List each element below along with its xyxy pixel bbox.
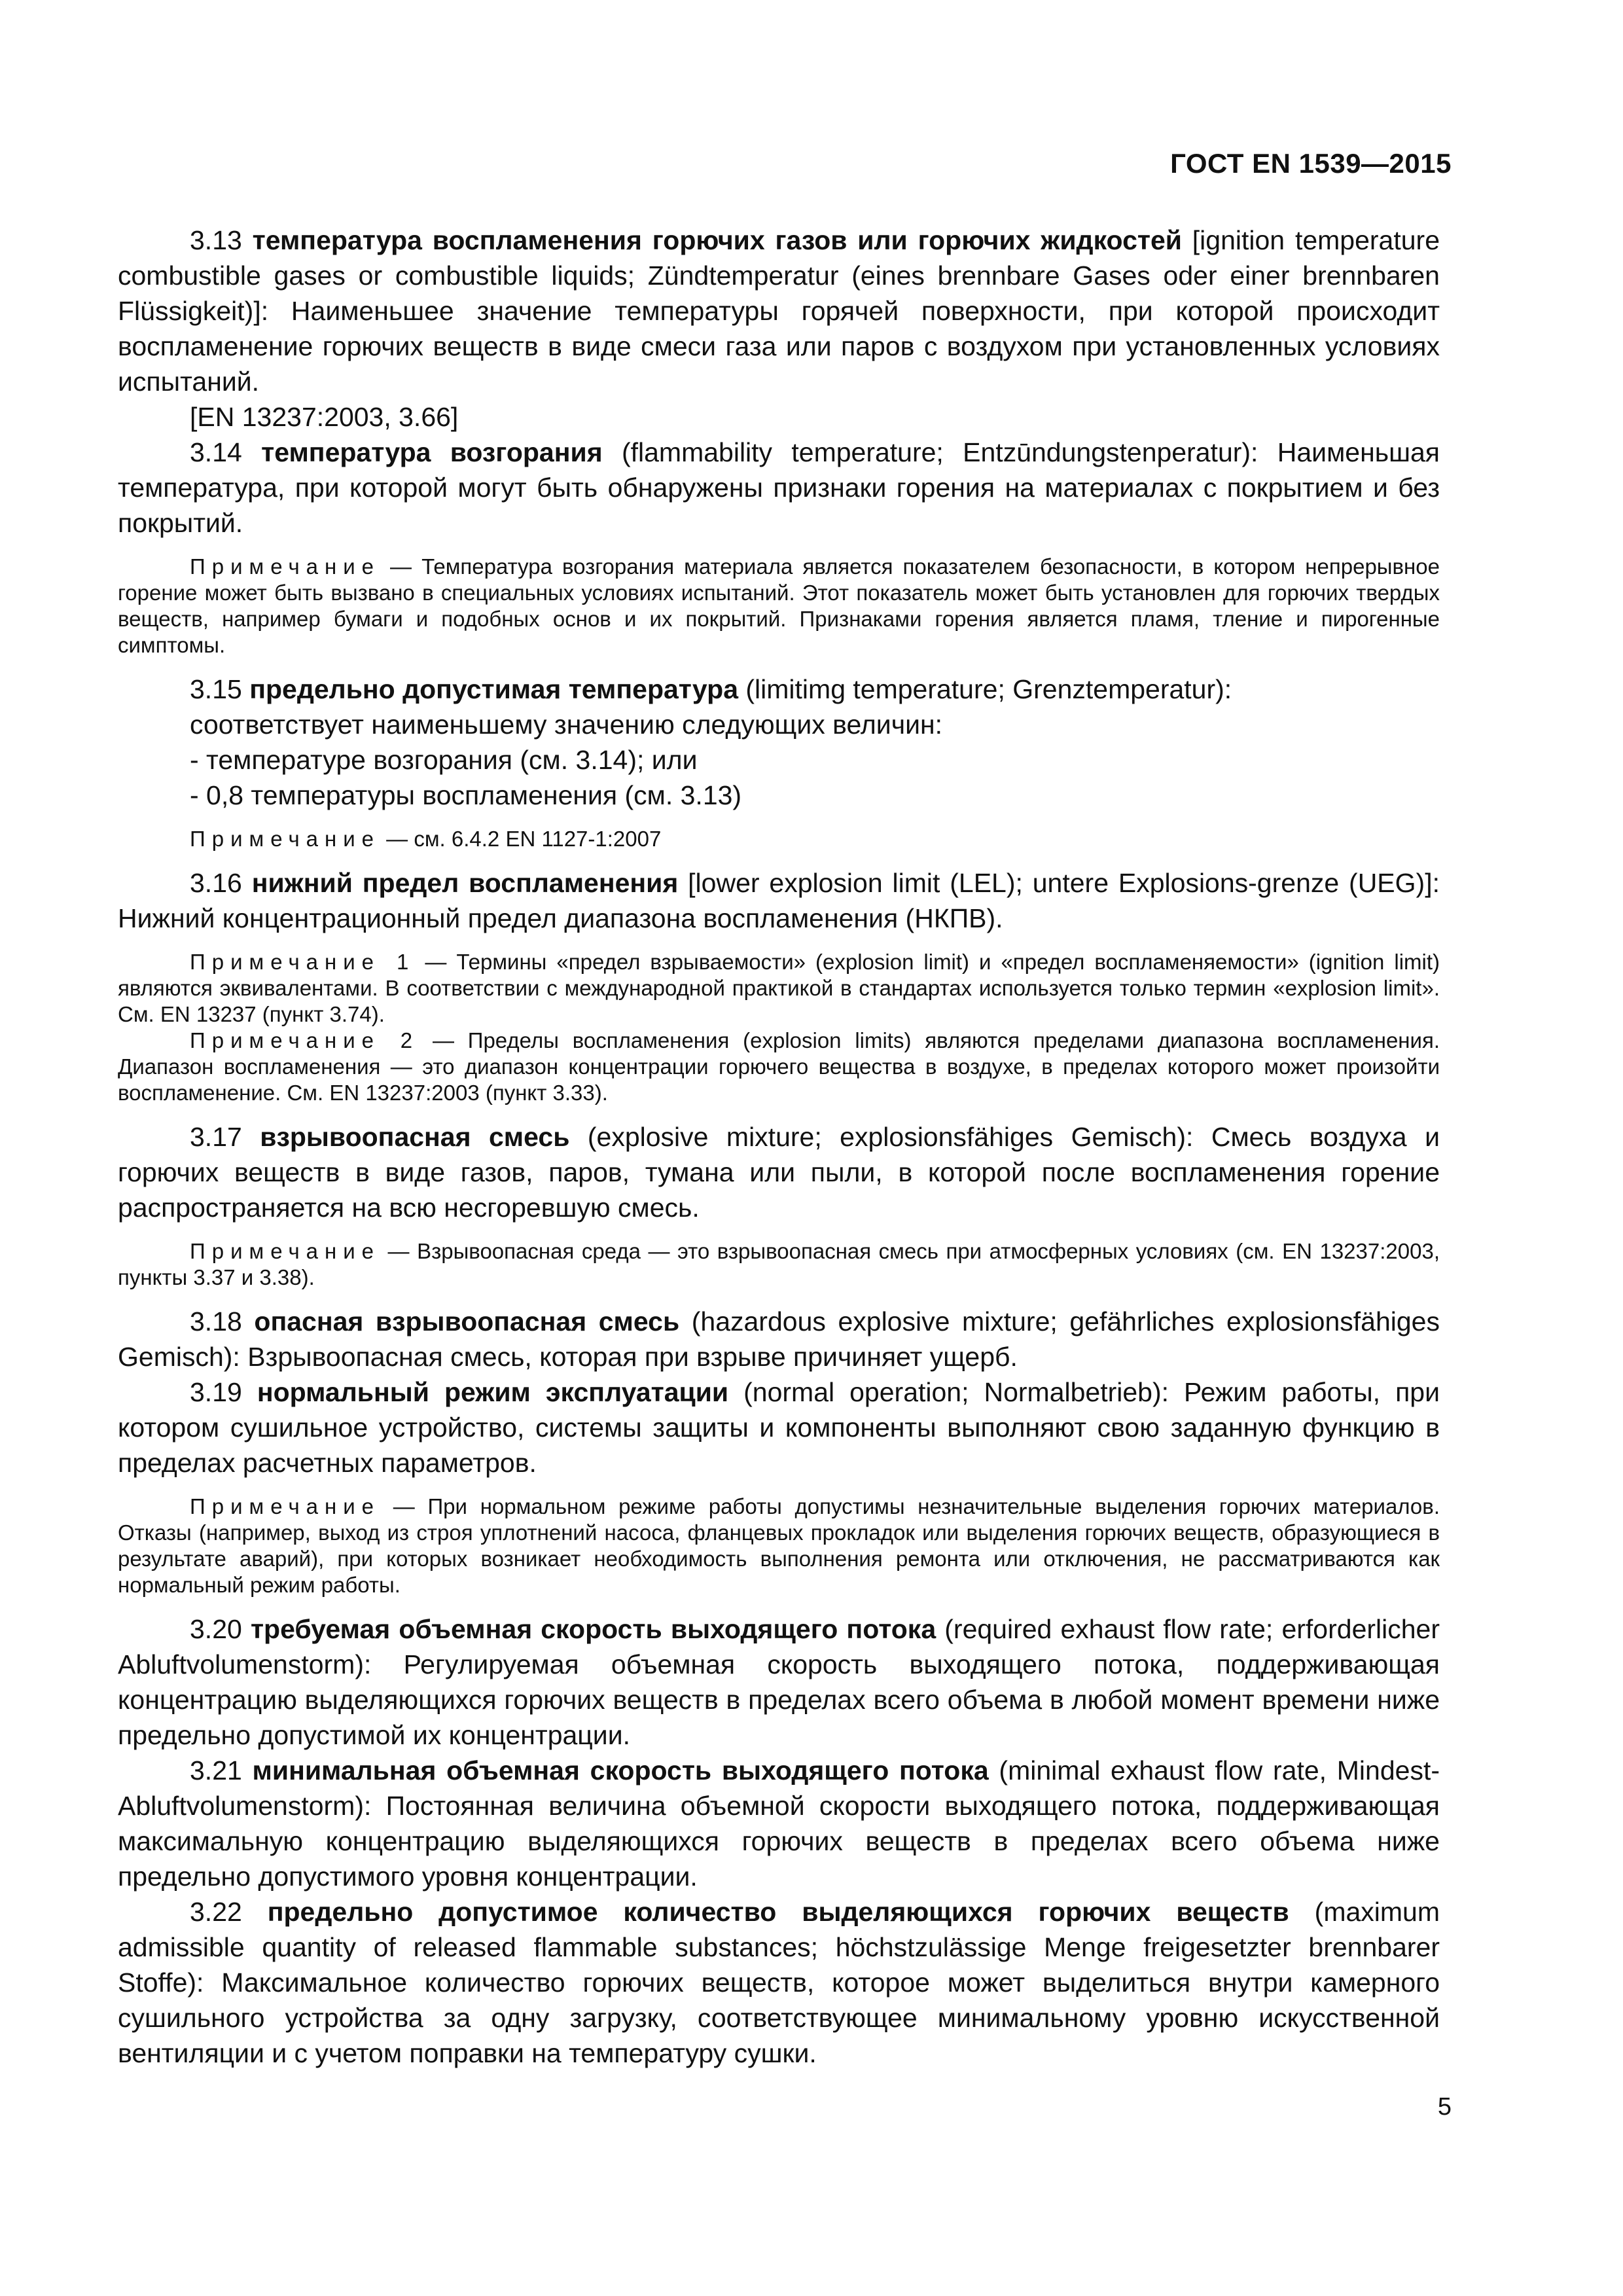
clause-number: 3.21 — [190, 1755, 242, 1785]
clause-number: 3.17 — [190, 1122, 242, 1152]
clause-3-15 — [118, 672, 1440, 707]
clause-text: (required exhaust flow rate; erforderlicher Abluftvolumenstorm): Регулируемая объемная скорость выходящего потока, поддерживающая концентрацию выделяющихся горючих веществ в пределах всего объема в любой момент времени ниже предельно допустимой их концентрации. — [118, 1614, 1440, 1750]
note-text: — Пределы воспламенения (explosion limits) являются пределами диапазона воспламенения. Диапазон воспламенения — это диапазон концентрации горючего вещества в воздухе, в пределах которого может произойти воспламенение. См. EN 13237:2003 (пункт 3.33). — [118, 1028, 1440, 1105]
clause-term: требуемая объемная скорость выходящего потока — [250, 1614, 936, 1644]
clause-term: предельно допустимая температура — [249, 674, 739, 704]
clause-number: 3.16 — [190, 868, 242, 898]
note-text: — Температура возгорания материала является показателем безопасности, в котором непрерывное горение может быть вызвано в специальных условиях испытаний. Этот показатель может быть установлен для горючих твердых веществ, например бумаги и подобных основ и их покрытий. Признаками горения является пламя, тление и пирогенные симптомы. — [118, 554, 1440, 657]
clause-text: (flammability temperature; Entzūndungstenperatur): Наименьшая температура, при которой могут быть обнаружены признаки горения на материалах с покрытием и без покрытий. — [118, 437, 1440, 538]
clause-3-18 — [118, 1304, 1440, 1374]
clause-3-20 — [118, 1611, 1440, 1753]
clause-list-item: - 0,8 температуры воспламенения (см. 3.13) — [190, 780, 742, 810]
clause-list-item: - температуре возгорания (см. 3.14); или — [190, 745, 698, 775]
clause-number: 3.22 — [190, 1897, 242, 1927]
note-text: — см. 6.4.2 EN 1127-1:2007 — [380, 827, 662, 851]
clause-term: предельно допустимое количество выделяющихся горючих веществ — [267, 1897, 1289, 1927]
clause-text: [lower explosion limit (LEL); untere Explosions-grenze (UEG)]: Нижний концентрационный предел диапазона воспламенения (НКПВ). — [118, 868, 1440, 933]
clause-3-17 — [118, 1119, 1440, 1225]
note — [118, 1238, 1440, 1291]
clause-number: 3.19 — [190, 1377, 242, 1407]
note-label: Примечание 1 — [190, 950, 416, 974]
clause-3-19 — [118, 1374, 1440, 1480]
clause-number: 3.20 — [190, 1614, 242, 1644]
note — [118, 1494, 1440, 1598]
clause-term: нижний предел воспламенения — [251, 868, 679, 898]
note-label: Примечание — [190, 827, 381, 851]
clause-3-16 — [118, 865, 1440, 936]
clause-3-21 — [118, 1753, 1440, 1894]
clause-term: температура воспламенения горючих газов или горючих жидкостей — [252, 225, 1182, 255]
clause-text: (hazardous explosive mixture; gefährliches explosionsfähiges Gemisch): Взрывоопасная смесь, которая при взрыве причиняет ущерб. — [118, 1306, 1440, 1372]
clause-text: (explosive mixture; explosionsfähiges Gemisch): Смесь воздуха и горючих веществ в виде газов, паров, тумана или пыли, в которой после воспламенения горение распространяется на всю несгоревшую смесь. — [118, 1122, 1440, 1223]
clause-term: температура возгорания — [261, 437, 603, 467]
note-label: Примечание — [190, 1239, 381, 1263]
note-label: Примечание 2 — [190, 1028, 419, 1052]
clause-text: [ignition temperature combustible gases or combustible liquids; Zündtemperatur (eines brennbare Gases oder einer brennbaren Flüssigkeit)]: Наименьшее значение температуры горячей поверхности, при которой происходит воспламенение горючих веществ в виде смеси газа или паров с воздухом при установленных условиях испытаний. — [118, 225, 1440, 397]
clause-term: взрывоопасная смесь — [260, 1122, 570, 1152]
clause-text: (maximum admissible quantity of released flammable substances; höchstzulässige Menge freigesetzter brennbarer Stoffe): Максимальное количество горючих веществ, которое может выделиться внутри камерного сушильного устройства за одну загрузку, соответствующее минимальному уровню искусственной вентиляции и с учетом поправки на температуру сушки. — [118, 1897, 1440, 2068]
clause-term: нормальный режим эксплуатации — [257, 1377, 729, 1407]
clause-reference: [EN 13237:2003, 3.66] — [190, 402, 459, 432]
clause-3-13 — [118, 223, 1440, 399]
clause-number: 3.13 — [190, 225, 242, 255]
clause-line: соответствует наименьшему значению следующих величин: — [190, 709, 943, 740]
note-text: — Термины «предел взрываемости» (explosion limit) и «предел воспламеняемости» (ignition limit) являются эквивалентами. В соответствии с международной практикой в стандартах используется только термин «explosion limit». См. EN 13237 (пункт 3.74). — [118, 950, 1440, 1026]
note-label: Примечание — [190, 1494, 381, 1518]
note — [118, 826, 1440, 852]
clause-number: 3.14 — [190, 437, 242, 467]
clause-number: 3.15 — [190, 674, 242, 704]
clause-text: (limitimg temperature; Grenztemperatur): — [738, 674, 1232, 704]
note-1 — [118, 949, 1440, 1028]
clause-number: 3.18 — [190, 1306, 242, 1336]
clause-3-14 — [118, 435, 1440, 541]
clause-text: (minimal exhaust flow rate, Mindest-Abluftvolumenstorm): Постоянная величина объемной скорости выходящего потока, поддерживающая максимальную концентрацию выделяющихся горючих веществ в пределах всего объема ниже предельно допустимого уровня концентрации. — [118, 1755, 1440, 1892]
clause-term: минимальная объемная скорость выходящего потока — [252, 1755, 989, 1785]
note — [118, 554, 1440, 658]
document-code-header: ГОСТ EN 1539—2015 — [1170, 148, 1452, 179]
page-number: 5 — [1437, 2093, 1452, 2121]
clause-text: (normal operation; Normalbetrieb): Режим работы, при котором сушильное устройство, системы защиты и компоненты выполняют свою заданную функцию в пределах расчетных параметров. — [118, 1377, 1440, 1478]
note-label: Примечание — [190, 554, 381, 579]
document-body — [118, 223, 1440, 2071]
note-text: — Взрывоопасная среда — это взрывоопасная смесь при атмосферных условиях (см. EN 13237:2003, пункты 3.37 и 3.38). — [118, 1239, 1440, 1289]
clause-3-22 — [118, 1894, 1440, 2071]
note-text: — При нормальном режиме работы допустимы незначительные выделения горючих материалов. Отказы (например, выход из строя уплотнений насоса, фланцевых прокладок или выделения горючих веществ, образующиеся в результате аварий), при которых возникает необходимость выполнения ремонта или отключения, не рассматриваются как нормальный режим работы. — [118, 1494, 1440, 1597]
note-2 — [118, 1028, 1440, 1106]
clause-term: опасная взрывоопасная смесь — [254, 1306, 680, 1336]
